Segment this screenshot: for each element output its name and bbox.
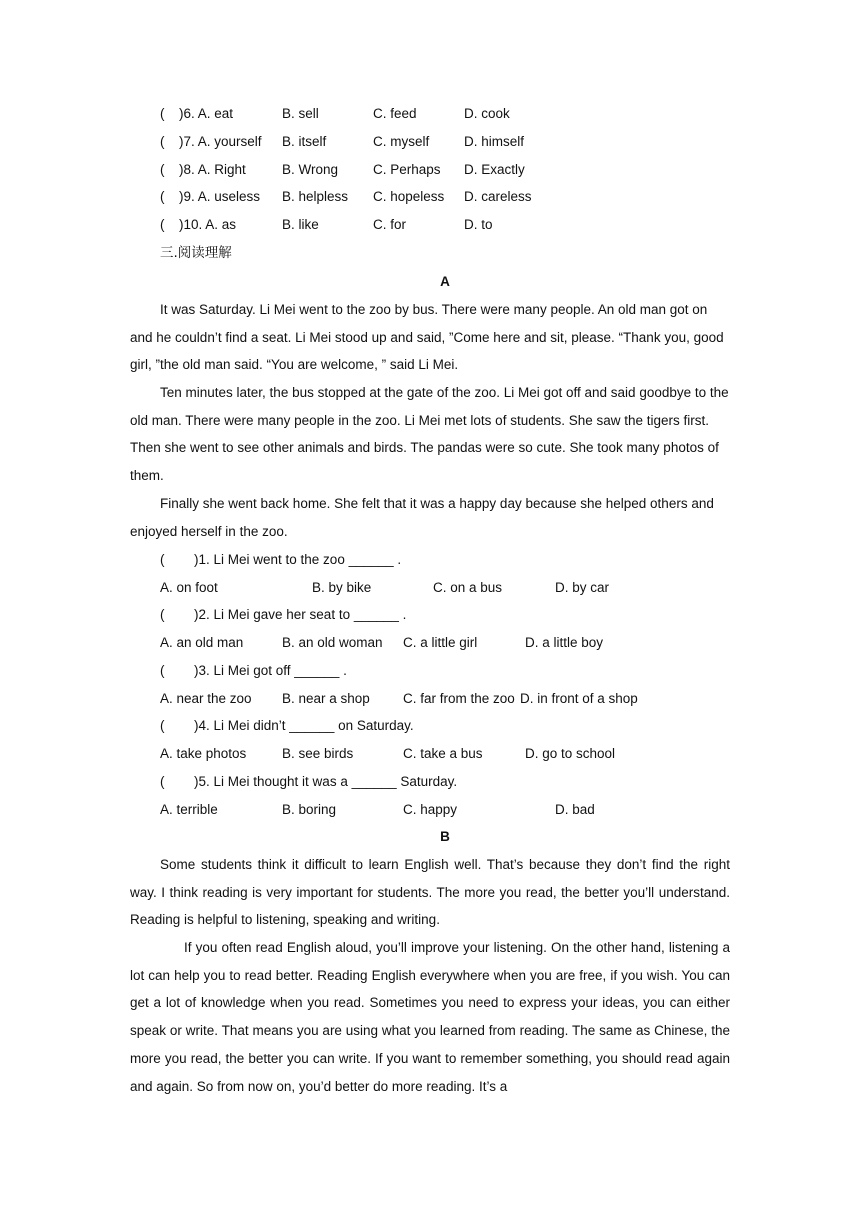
option-b: B. Wrong — [282, 162, 339, 177]
option-d: D. careless — [464, 189, 532, 204]
passage-b-paragraph — [130, 851, 730, 934]
option-a: )6. A. eat — [179, 106, 234, 121]
option-a: A. take photos — [160, 746, 247, 761]
option-b: B. itself — [282, 134, 327, 149]
option-d: D. by car — [555, 580, 610, 595]
option-b: B. see birds — [282, 746, 354, 761]
option-d: D. to — [464, 217, 493, 232]
option-a: A. an old man — [160, 635, 244, 650]
option-a: )10. A. as — [179, 217, 237, 232]
option-a: )8. A. Right — [179, 162, 246, 177]
answer-paren: ( — [160, 774, 165, 789]
question-text: )5. Li Mei thought it was a ______ Saturday. — [194, 774, 458, 789]
paragraph-text: Finally she went back home. She felt that it was a happy day because she helped others and enjoyed herself in the zoo. — [130, 496, 714, 539]
option-c: C. for — [373, 217, 407, 232]
option-d: D. bad — [555, 802, 595, 817]
answer-paren: ( — [160, 217, 165, 232]
passage-b-label: B — [440, 829, 450, 844]
option-d: D. cook — [464, 106, 510, 121]
option-a: A. on foot — [160, 580, 218, 595]
passage-a-paragraph — [130, 490, 730, 545]
question-text: )3. Li Mei got off ______ . — [194, 663, 347, 678]
question-text: )1. Li Mei went to the zoo ______ . — [194, 552, 402, 567]
passage-a-paragraph — [130, 379, 730, 490]
answer-paren: ( — [160, 134, 165, 149]
option-c: C. take a bus — [403, 746, 483, 761]
question-text: )4. Li Mei didn’t ______ on Saturday. — [194, 718, 414, 733]
passage-b-paragraph — [130, 934, 730, 1100]
option-c: C. myself — [373, 134, 430, 149]
option-b: B. sell — [282, 106, 319, 121]
option-b: B. by bike — [312, 580, 372, 595]
paragraph-text: It was Saturday. Li Mei went to the zoo by bus. There were many people. An old man got on and he couldn’t find a seat. Li Mei stood up and said, ”Come here and sit, please. “Thank you, good girl, ”the old man said. “You are welcome, ” said Li Mei. — [130, 302, 724, 373]
question-text: )2. Li Mei gave her seat to ______ . — [194, 607, 407, 622]
option-c: C. far from the zoo — [403, 691, 515, 706]
option-a: )9. A. useless — [179, 189, 261, 204]
option-d: D. himself — [464, 134, 525, 149]
option-a: A. terrible — [160, 802, 218, 817]
option-c: C. a little girl — [403, 635, 478, 650]
answer-paren: ( — [160, 663, 165, 678]
option-b: B. like — [282, 217, 319, 232]
option-d: D. Exactly — [464, 162, 525, 177]
answer-paren: ( — [160, 106, 165, 121]
option-c: C. Perhaps — [373, 162, 441, 177]
answer-paren: ( — [160, 607, 165, 622]
answer-paren: ( — [160, 162, 165, 177]
answer-paren: ( — [160, 189, 165, 204]
option-b: B. near a shop — [282, 691, 370, 706]
paragraph-text: If you often read English aloud, you’ll improve your listening. On the other hand, listening a lot can help you to read better. Reading English everywhere when you are free, if you wish. You can get a lot of knowledge when you read. Sometimes you need to express your ideas, you can either speak or write. That means you are using what you learned from reading. The same as Chinese, the more you read, the better you can write. If you want to remember something, you should read again and again. So from now on, you’d better do more reading. It’s a — [130, 940, 730, 1094]
option-c: C. on a bus — [433, 580, 503, 595]
option-b: B. an old woman — [282, 635, 383, 650]
answer-paren: ( — [160, 718, 165, 733]
passage-a-paragraph — [130, 296, 730, 379]
option-a: )7. A. yourself — [179, 134, 262, 149]
passage-a-label: A — [440, 274, 450, 289]
answer-paren: ( — [160, 552, 165, 567]
section-heading: 三.阅读理解 — [160, 245, 232, 261]
option-c: C. hopeless — [373, 189, 445, 204]
option-d: D. go to school — [525, 746, 616, 761]
option-d: D. a little boy — [525, 635, 604, 650]
paragraph-text: Ten minutes later, the bus stopped at the gate of the zoo. Li Mei got off and said goodbye to the old man. There were many people in the zoo. Li Mei met lots of students. She saw the tigers first. Then she went to see other animals and birds. The pandas were so cute. She took many photos of them. — [130, 385, 729, 484]
option-d: D. in front of a shop — [520, 691, 638, 706]
option-b: B. helpless — [282, 189, 349, 204]
option-b: B. boring — [282, 802, 337, 817]
paragraph-text: Some students think it difficult to learn English well. That’s because they don’t find the right way. I think reading is very important for students. The more you read, the better you’ll understand. Reading is helpful to listening, speaking and writing. — [130, 857, 730, 928]
option-c: C. feed — [373, 106, 417, 121]
option-a: A. near the zoo — [160, 691, 252, 706]
option-c: C. happy — [403, 802, 458, 817]
